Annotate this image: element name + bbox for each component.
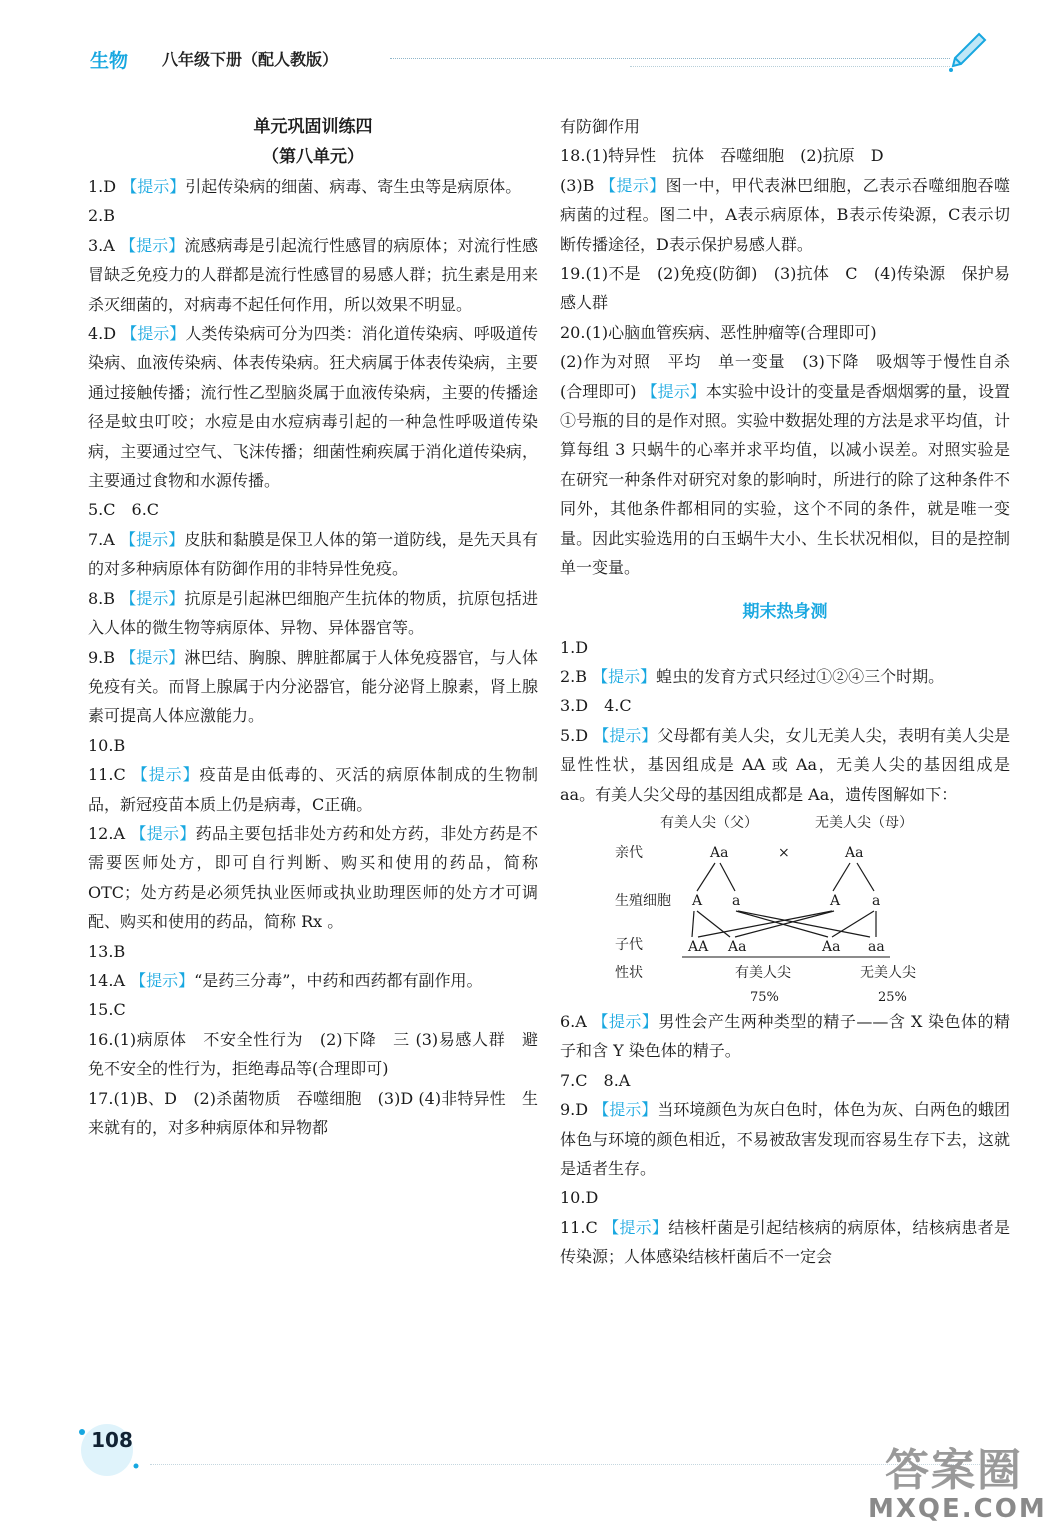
father-label: 有美人尖（父） bbox=[660, 814, 758, 831]
answer-line: 20.(1)心脑血管疾病、恶性肿瘤等(合理即可) bbox=[560, 322, 877, 342]
offspring-aa: aa bbox=[868, 938, 885, 955]
right-column bbox=[560, 112, 1010, 1272]
answer-item: 3.D 4.C bbox=[560, 696, 632, 716]
answer-item: 14.A 【提示】“是药三分毒”，中药和西药都有副作用。 bbox=[88, 970, 483, 990]
section-subtitle: （第八单元） bbox=[262, 147, 364, 167]
answer-item: 5.D 【提示】父母都有美人尖，女儿无美人尖，表明有美人尖是显性性状，基因组成是 AA 或 Aa，无美人尖的基因组成是 aa。有美人尖父母的基因组成都是 Aa，遗传图解如下： bbox=[560, 725, 1010, 804]
left-column bbox=[88, 112, 538, 1142]
row-offspring-label: 子代 bbox=[615, 936, 643, 953]
gamete-A-2: A bbox=[830, 892, 841, 909]
grade-label: 八年级下册（配人教版） bbox=[162, 50, 339, 69]
father-genotype: Aa bbox=[710, 844, 729, 861]
offspring-AA: AA bbox=[688, 938, 709, 955]
page-number: 108 bbox=[91, 1428, 133, 1452]
answer-item: 2.B bbox=[88, 206, 116, 226]
percent-dominant: 75% bbox=[750, 989, 779, 1005]
row-parent-label: 亲代 bbox=[615, 844, 643, 861]
watermark-logo: 答案圈 bbox=[885, 1445, 1023, 1496]
header-divider bbox=[390, 58, 950, 59]
offspring-Aa-1: Aa bbox=[728, 938, 747, 955]
answer-item: 16.(1)病原体 不安全性行为 (2)下降 三 (3)易感人群 避免不安全的性行为，拒绝毒品等(合理即可) bbox=[88, 1029, 538, 1079]
answer-item: 9.B 【提示】淋巴结、胸腺、脾脏都属于人体免疫器官，与人体免疫有关。而肾上腺属于内分泌器官，能分泌肾上腺素，肾上腺素可提高人体应激能力。 bbox=[88, 647, 538, 726]
answer-line: 19.(1)不是 (2)免疫(防御) (3)抗体 C (4)传染源 保护易感人群 bbox=[560, 264, 1010, 313]
answer-item: 7.C 8.A bbox=[560, 1070, 631, 1090]
row-trait-label: 性状 bbox=[615, 964, 643, 981]
answer-item: 2.B 【提示】蝗虫的发育方式只经过①②④三个时期。 bbox=[560, 666, 945, 686]
mother-label: 无美人尖（母） bbox=[815, 814, 913, 831]
answer-item: 15.C bbox=[88, 1000, 126, 1020]
mother-genotype: Aa bbox=[845, 844, 864, 861]
answer-line: 18.(1)特异性 抗体 吞噬细胞 (2)抗原 D bbox=[560, 146, 884, 166]
answer-item: 5.C 6.C bbox=[88, 500, 160, 520]
answer-line: (3)B 【提示】图一中，甲代表淋巴细胞，乙表示吞噬细胞吞噬病菌的过程。图二中，A表示病原体，B表示传染源，C表示切断传播途径，D表示保护易感人群。 bbox=[560, 175, 1010, 254]
gamete-a-1: a bbox=[732, 892, 741, 909]
answer-item: 11.C 【提示】结核杆菌是引起结核病的病原体，结核病患者是传染源；人体感染结核杆菌后不一定会 bbox=[560, 1217, 1010, 1267]
page-header bbox=[0, 0, 1056, 80]
trait-dominant: 有美人尖 bbox=[735, 964, 791, 981]
pen-icon bbox=[945, 30, 989, 74]
answer-item: 9.D 【提示】当环境颜色为灰白色时，体色为灰、白两色的蛾团体色与环境的颜色相近，不易被敌害发现而容易生存下去，这就是适者生存。 bbox=[560, 1100, 1010, 1178]
subject-label: 生物 bbox=[90, 50, 129, 72]
answer-item: 17.(1)B、D (2)杀菌物质 吞噬细胞 (3)D (4)非特异性 生来就有的，对多种病原体和异物都 bbox=[88, 1088, 538, 1137]
answer-line: (2)作为对照 平均 单一变量 (3)下降 吸烟等于慢性自杀(合理即可) 【提示】本实验中设计的变量是香烟烟雾的量，设置①号瓶的目的是作对照。实验中数据处理的方法是求平均值，计算每组 3 只蜗牛的心率并求平均值，以减小误差。对照实验是在研究一种条件对研究对象的影响时，所进行的除了这种条件不同外，其他条件都相同的实验，这个不同的条件，就是唯一变量。因此实验选用的白玉蜗牛大小、生长状况相似，目的是控制单一变量。 bbox=[560, 352, 1010, 578]
answer-item: 8.B 【提示】抗原是引起淋巴细胞产生抗体的物质，抗原包括进入人体的微生物等病原体、异物、异体器官等。 bbox=[88, 588, 538, 638]
answer-item: 11.C 【提示】疫苗是由低毒的、灭活的病原体制成的生物制品，新冠疫苗本质上仍是病毒，C正确。 bbox=[88, 765, 538, 814]
answer-item: 10.B bbox=[88, 735, 126, 755]
answer-item: 13.B bbox=[88, 941, 126, 961]
watermark-url: MXQE.COM bbox=[868, 1494, 1047, 1524]
answer-item: 3.A 【提示】流感病毒是引起流行性感冒的病原体；对流行性感冒缺乏免疫力的人群都是流行性感冒的易感人群；抗生素是用来杀灭细菌的，对病毒不起任何作用，所以效果不明显。 bbox=[88, 235, 538, 314]
row-gamete-label: 生殖细胞 bbox=[615, 892, 671, 909]
answer-item: 1.D bbox=[560, 637, 589, 657]
answer-item: 10.D bbox=[560, 1188, 599, 1208]
trait-recessive: 无美人尖 bbox=[860, 964, 916, 981]
answer-item: 4.D 【提示】人类传染病可分为四类：消化道传染病、呼吸道传染病、血液传染病、体表传染病。狂犬病属于体表传染病，主要通过接触传播；流行性乙型脑炎属于血液传染病，主要的传播途径是蚊虫叮咬；水痘是由水痘病毒引起的一种急性呼吸道传染病，主要通过空气、飞沫传播；细菌性痢疾属于消化道传染病，主要通过食物和水源传播。 bbox=[88, 324, 538, 491]
answer-item: 1.D 【提示】引起传染病的细菌、病毒、寄生虫等是病原体。 bbox=[88, 177, 522, 196]
answer-line: 有防御作用 bbox=[560, 117, 641, 136]
answer-item: 12.A 【提示】药品主要包括非处方药和处方药，非处方药是不需要医师处方，即可自行判断、购买和使用的药品，简称 OTC；处方药是必须凭执业医师或执业助理医师的处方才可调配、购买和使用的药品，简称 Rx 。 bbox=[88, 823, 538, 932]
gamete-A-1: A bbox=[692, 892, 703, 909]
offspring-Aa-2: Aa bbox=[822, 938, 841, 955]
answer-item: 6.A 【提示】男性会产生两种类型的精子——含 X 染色体的精子和含 Y 染色体的精子。 bbox=[560, 1011, 1010, 1061]
answer-item: 7.A 【提示】皮肤和黏膜是保卫人体的第一道防线，是先天具有的对多种病原体有防御作用的非特异性免疫。 bbox=[88, 529, 538, 579]
genetic-cross-diagram bbox=[560, 811, 1000, 1007]
percent-recessive: 25% bbox=[878, 989, 907, 1005]
section-title-final: 期末热身测 bbox=[742, 601, 828, 622]
section-title: 单元巩固训练四 bbox=[253, 117, 373, 137]
gamete-a-2: a bbox=[872, 892, 881, 909]
cross-symbol: × bbox=[778, 844, 790, 861]
footer-divider bbox=[150, 1464, 990, 1465]
header-divider-2 bbox=[630, 66, 950, 67]
cross-arrows bbox=[692, 863, 876, 937]
